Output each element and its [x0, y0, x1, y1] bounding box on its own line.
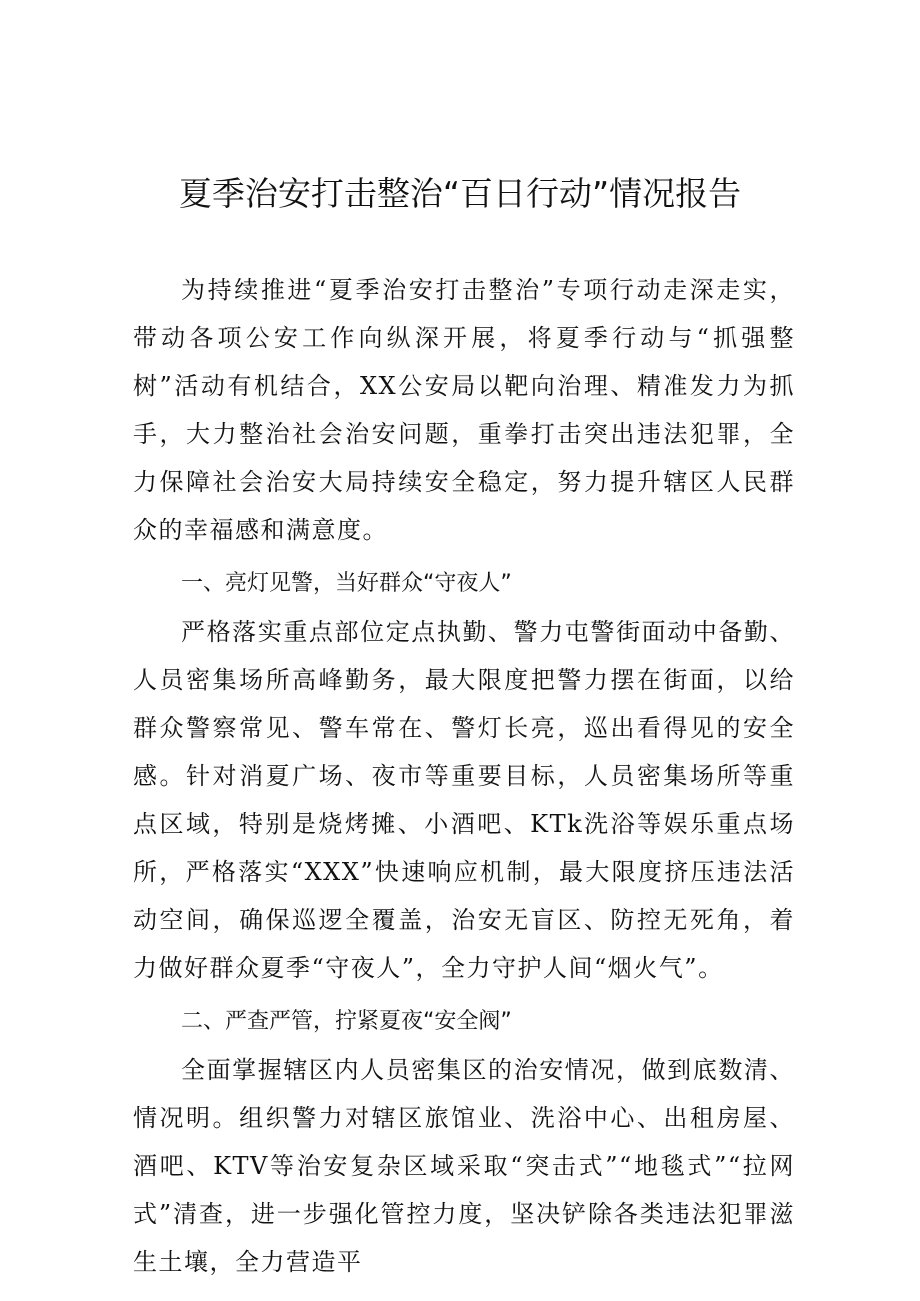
section-paragraph-1: 严格落实重点部位定点执勤、警力屯警街面动中备勤、人员密集场所高峰勤务，最大限度把警力摆在街面，以给群众警察常见、警车常在、警灯长亮，巡出看得见的安全感。针对消夏广场、夜市等重要目标，人员密集场所等重点区域，特别是烧烤摊、小酒吧、KTk洗浴等娱乐重点场所，严格落实“XXX”快速响应机制，最大限度挤压违法活动空间，确保巡逻全覆盖，治安无盲区、防控无死角，着力做好群众夏季“守夜人”，全力守护人间“烟火气”。	[133, 618, 795, 982]
section-heading-2: 二、严查严管，拧紧夏夜“安全阀”	[181, 1009, 512, 1034]
section-heading-1: 一、亮灯见警，当好群众“守夜人”	[181, 571, 512, 596]
intro-paragraph: 为持续推进“夏季治安打击整治”专项行动走深走实，带动各项公安工作向纵深开展，将夏季行动与“抓强整树”活动有机结合，XX公安局以靶向治理、精准发力为抓手，大力整治社会治安问题，重拳打击突出违法犯罪，全力保障社会治安大局持续安全稳定，努力提升辖区人民群众的幸福感和满意度。	[133, 276, 795, 544]
document-title: 夏季治安打击整治“百日行动”情况报告	[178, 174, 742, 213]
document-body	[133, 266, 795, 1286]
section-paragraph-2: 全面掌握辖区内人员密集区的治安情况，做到底数清、情况明。组织警力对辖区旅馆业、洗浴中心、出租房屋、酒吧、KTV等治安复杂区域采取“突击式”“地毯式”“拉网式”清查，进一步强化管控力度，坚决铲除各类违法犯罪滋生土壤，全力营造平	[133, 1056, 795, 1276]
